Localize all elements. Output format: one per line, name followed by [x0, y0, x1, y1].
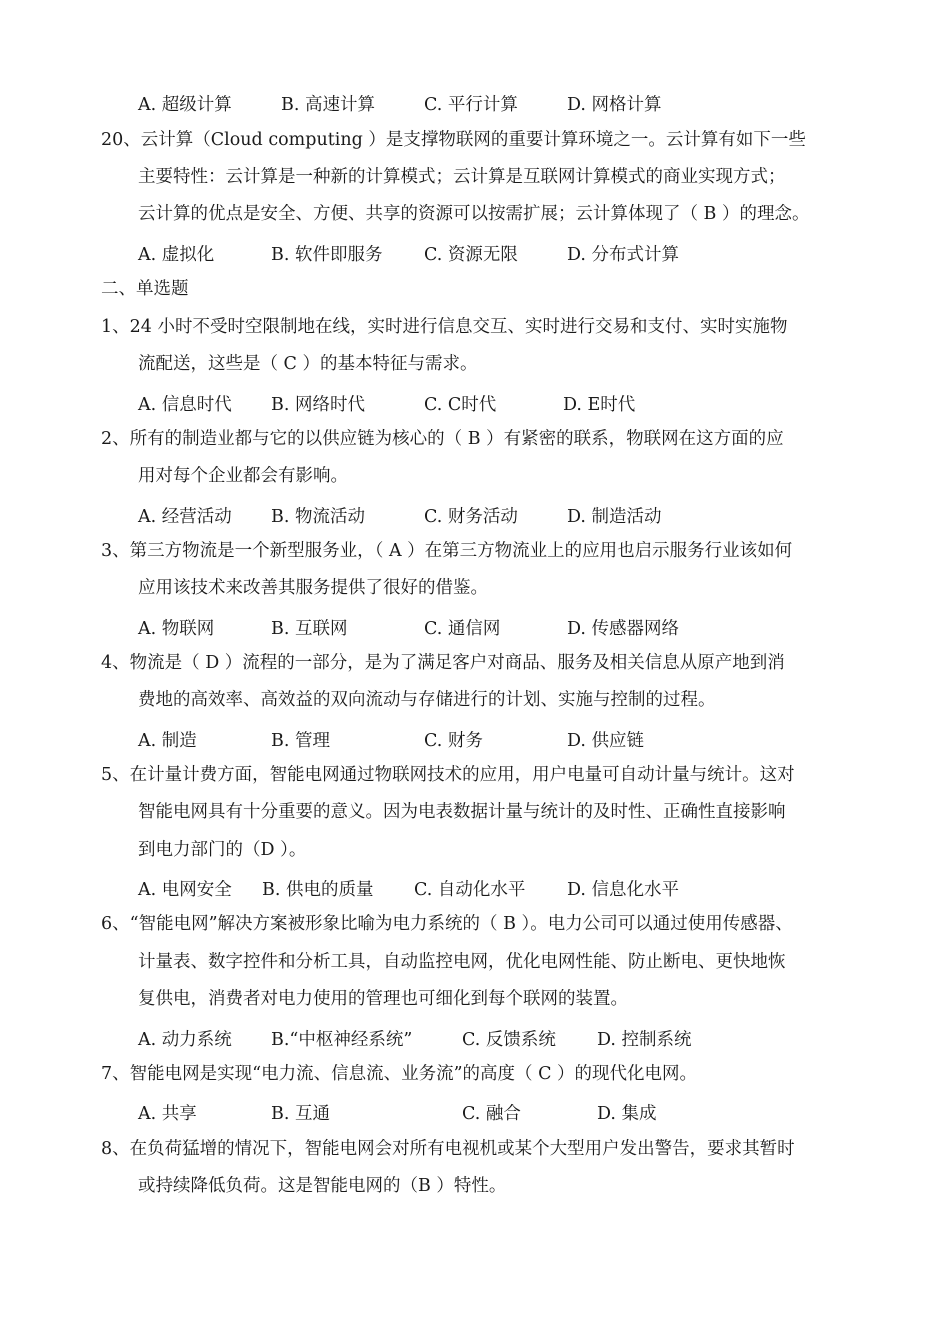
question-stem-cont: 或持续降低负荷。这是智能电网的（B ）特性。 [138, 1176, 507, 1196]
question-stem: 6、“智能电网”解决方案被形象比喻为电力系统的（ B ）。电力公司可以通过使用传感器、 [101, 914, 793, 934]
option-b: B. 网络时代 [271, 395, 365, 415]
option-a: A. 物联网 [138, 619, 215, 639]
option-c: C. 自动化水平 [414, 880, 526, 900]
option-d: D. 网格计算 [567, 95, 662, 115]
question-stem-cont: 流配送，这些是（ C ）的基本特征与需求。 [138, 354, 478, 374]
option-b: B. 物流活动 [271, 507, 365, 527]
option-d: D. 传感器网络 [567, 619, 680, 639]
option-b: B. 高速计算 [281, 95, 375, 115]
question-stem-cont: 费地的高效率、高效益的双向流动与存储进行的计划、实施与控制的过程。 [138, 690, 716, 710]
option-b: B. 软件即服务 [271, 245, 383, 265]
option-a: A. 动力系统 [138, 1030, 232, 1050]
question-stem: 5、在计量计费方面，智能电网通过物联网技术的应用，用户电量可自动计量与统计。这对 [101, 765, 795, 785]
option-d: D. 集成 [597, 1104, 657, 1124]
option-b: B. 互通 [271, 1104, 330, 1124]
question-stem-cont: 复供电，消费者对电力使用的管理也可细化到每个联网的装置。 [138, 989, 628, 1009]
question-stem-cont: 计量表、数字控件和分析工具，自动监控电网，优化电网性能、防止断电、更快地恢 [138, 952, 786, 972]
option-d: D. E时代 [563, 395, 636, 415]
option-b: B. 管理 [271, 731, 330, 751]
question-stem: 20、云计算（Cloud computing ）是支撑物联网的重要计算环境之一。云计算有如下一些 [101, 130, 806, 150]
option-c: C. 融合 [462, 1104, 521, 1124]
option-b: B.“中枢神经系统” [271, 1030, 413, 1050]
question-stem-cont: 到电力部门的（D ）。 [138, 840, 307, 860]
question-stem: 3、第三方物流是一个新型服务业，（ A ）在第三方物流业上的应用也启示服务行业该如何 [101, 541, 793, 561]
option-d: D. 分布式计算 [567, 245, 680, 265]
question-stem: 1、24 小时不受时空限制地在线，实时进行信息交互、实时进行交易和支付、实时实施物 [101, 317, 788, 337]
option-d: D. 信息化水平 [567, 880, 680, 900]
option-a: A. 超级计算 [138, 95, 232, 115]
section-title: 二、单选题 [101, 279, 189, 299]
question-stem: 8、在负荷猛增的情况下，智能电网会对所有电视机或某个大型用户发出警告，要求其暂时 [101, 1139, 795, 1159]
option-c: C. C时代 [424, 395, 497, 415]
question-stem: 2、所有的制造业都与它的以供应链为核心的（ B ）有紧密的联系，物联网在这方面的应 [101, 429, 784, 449]
question-stem-cont: 智能电网具有十分重要的意义。因为电表数据计量与统计的及时性、正确性直接影响 [138, 802, 786, 822]
option-d: D. 制造活动 [567, 507, 662, 527]
option-c: C. 财务活动 [424, 507, 518, 527]
option-a: A. 虚拟化 [138, 245, 215, 265]
question-stem-cont: 云计算的优点是安全、方便、共享的资源可以按需扩展；云计算体现了（ B ）的理念。 [138, 204, 810, 224]
option-a: A. 电网安全 [138, 880, 232, 900]
option-a: A. 共享 [138, 1104, 197, 1124]
option-a: A. 制造 [138, 731, 197, 751]
option-b: B. 供电的质量 [262, 880, 374, 900]
question-stem-cont: 用对每个企业都会有影响。 [138, 466, 348, 486]
option-a: A. 信息时代 [138, 395, 232, 415]
option-c: C. 财务 [424, 731, 483, 751]
question-stem-cont: 应用该技术来改善其服务提供了很好的借鉴。 [138, 578, 488, 598]
question-stem: 7、智能电网是实现“电力流、信息流、业务流”的高度（ C ）的现代化电网。 [101, 1064, 698, 1084]
option-c: C. 平行计算 [424, 95, 518, 115]
option-d: D. 控制系统 [597, 1030, 692, 1050]
option-c: C. 反馈系统 [462, 1030, 556, 1050]
question-stem-cont: 主要特性：云计算是一种新的计算模式；云计算是互联网计算模式的商业实现方式； [138, 167, 786, 187]
question-stem: 4、物流是（ D ）流程的一部分，是为了满足客户对商品、服务及相关信息从原产地到消 [101, 653, 785, 673]
option-b: B. 互联网 [271, 619, 348, 639]
option-c: C. 通信网 [424, 619, 501, 639]
option-d: D. 供应链 [567, 731, 645, 751]
option-a: A. 经营活动 [138, 507, 232, 527]
option-c: C. 资源无限 [424, 245, 518, 265]
